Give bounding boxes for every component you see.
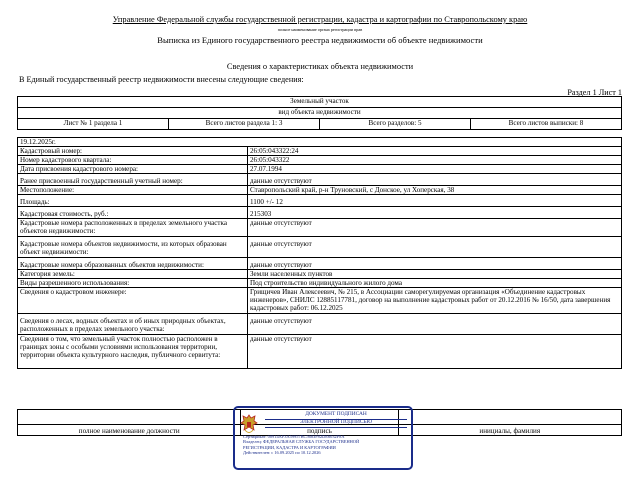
row-value: данные отсутствуют [248, 258, 622, 270]
row-label: Кадастровые номера образованных объектов недвижимости: [18, 258, 248, 270]
row-label: Кадастровый номер: [18, 147, 248, 156]
row-value: Ставропольский край, р-н Труновский, с Донское, ул Хоперская, 38 [248, 186, 622, 195]
table-row [18, 186, 622, 195]
sheets-total: Всего листов выписки: 8 [471, 119, 622, 130]
table-row [18, 314, 622, 335]
signature-caption: подпись [241, 425, 398, 436]
row-label: Виды разрешенного использования: [18, 279, 248, 288]
row-label: Сведения о лесах, водных объектах и об иных природных объектах, расположенных в пределах земельного участка: [18, 314, 248, 335]
electronic-signature-stamp [233, 406, 413, 470]
row-label: Кадастровые номера расположенных в пределах земельного участка объектов недвижимости: [18, 219, 248, 237]
row-value: 215303 [248, 207, 622, 219]
row-value: данные отсутствуют [248, 314, 622, 335]
stamp-title: ДОКУМЕНТ ПОДПИСАН [305, 411, 367, 417]
row-value: данные отсутствуют [248, 237, 622, 258]
row-value: 26:05:043322 [248, 156, 622, 165]
row-label: Категория земель: [18, 270, 248, 279]
stamp-certificate: Сертификат: 00914AF3A59957BC5683F82DE6032F8A [243, 434, 345, 439]
page-info: Раздел 1 Лист 1 [567, 88, 622, 97]
name-caption: инициалы, фамилия [398, 425, 622, 436]
name-cell [398, 410, 622, 425]
agency-caption: полное наименование органа регистрации прав [277, 27, 363, 32]
object-header-table [17, 96, 622, 130]
extract-date: 19.12.2025г. [18, 138, 622, 147]
section-title: Сведения о характеристиках объекта недвижимости [226, 62, 414, 71]
stamp-subtitle: ЭЛЕКТРОННОЙ ПОДПИСЬЮ [299, 419, 373, 425]
row-label: Местоположение: [18, 186, 248, 195]
table-row [18, 156, 622, 165]
row-value: Грищичев Иван Алексеевич, № 215, в Ассоциации саморегулируемая организация «Объединение кадастровых инженеров», СНИЛС 12885117781, договор на выполнение кадастровых работ от 20.12.2016 № 16/50, дата завершения кадастровых работ: 06.12.2025 [248, 288, 622, 314]
table-row [18, 174, 622, 186]
row-label: Номер кадастрового квартала: [18, 156, 248, 165]
row-value: 1100 +/- 12 [248, 195, 622, 207]
row-label: Кадастровые номера объектов недвижимости, из которых образован объект недвижимости: [18, 237, 248, 258]
intro-text: В Единый государственный реестр недвижимости внесены следующие сведения: [19, 75, 304, 84]
table-row [18, 207, 622, 219]
position-cell [18, 410, 241, 425]
table-row [18, 165, 622, 174]
table-row [18, 288, 622, 314]
row-value: данные отсутствуют [248, 335, 622, 369]
agency-name: Управление Федеральной службы государственной регистрации, кадастра и картографии по Ставропольскому краю [112, 15, 528, 24]
table-row [18, 279, 622, 288]
position-caption: полное наименование должности [18, 425, 241, 436]
row-value: Земли населенных пунктов [248, 270, 622, 279]
row-label: Ранее присвоенный государственный учетный номер: [18, 174, 248, 186]
stamp-owner-2: РЕГИСТРАЦИИ, КАДАСТРА И КАРТОГРАФИИ [243, 444, 336, 450]
row-value: 27.07.1994 [248, 165, 622, 174]
coat-of-arms-icon [240, 414, 258, 436]
stamp-owner: Владелец: ФЕДЕРАЛЬНАЯ СЛУЖБА ГОСУДАРСТВЕННОЙ [243, 439, 360, 445]
row-value: данные отсутствуют [248, 219, 622, 237]
object-kind: Земельный участок [18, 97, 622, 108]
table-row [18, 219, 622, 237]
row-label: Кадастровая стоимость, руб.: [18, 207, 248, 219]
row-label: Площадь: [18, 195, 248, 207]
sheet-number: Лист № 1 раздела 1 [18, 119, 169, 130]
table-row [18, 258, 622, 270]
row-value: Под строительство индивидуального жилого дома [248, 279, 622, 288]
row-label: Сведения о кадастровом инженере: [18, 288, 248, 314]
row-value: 26:05:043322:24 [248, 147, 622, 156]
sections-total: Всего разделов: 5 [320, 119, 471, 130]
sheets-in-section: Всего листов раздела 1: 3 [169, 119, 320, 130]
table-row [18, 270, 622, 279]
table-row [18, 335, 622, 369]
row-value: данные отсутствуют [248, 174, 622, 186]
row-label: Сведения о том, что земельный участок полностью расположен в границах зоны с особыми условиями использования территории, территории объекта культурного наследия, публичного сервитута: [18, 335, 248, 369]
table-row [18, 147, 622, 156]
stamp-validity: Действителен: с 16.09.2025 по 10.12.2026 [243, 450, 321, 456]
table-row [18, 195, 622, 207]
row-label: Дата присвоения кадастрового номера: [18, 165, 248, 174]
object-kind-caption: вид объекта недвижимости [18, 108, 622, 119]
table-row [18, 237, 622, 258]
document-title: Выписка из Единого государственного реестра недвижимости об объекте недвижимости [157, 35, 483, 45]
object-details-table [17, 137, 622, 369]
